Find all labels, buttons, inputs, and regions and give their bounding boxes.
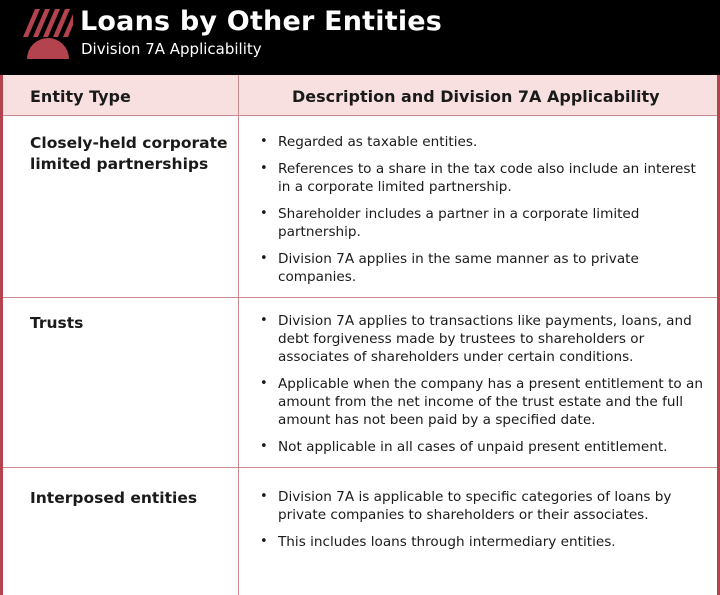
description-bullet: • Division 7A is applicable to specific categories of loans by private companies to shareholders or their associates. xyxy=(257,488,712,524)
entity-type-cell: Interposed entities xyxy=(30,489,198,507)
entity-type-cell: Closely-held corporate limited partnerships xyxy=(30,134,228,173)
description-bullet: • Division 7A applies to transactions like payments, loans, and debt forgiveness made by trustees to shareholders or associates of shareholders under certain conditions. xyxy=(257,312,712,366)
table-header-row xyxy=(3,75,717,116)
column-header-description: Description and Division 7A Applicability xyxy=(292,87,660,106)
striped-semicircle-logo-icon xyxy=(23,9,73,59)
description-bullet: • Applicable when the company has a present entitlement to an amount from the net income of the trust estate and the full amount has not been paid by a specified date. xyxy=(257,375,712,429)
page-header xyxy=(0,0,720,75)
table-row xyxy=(3,298,717,468)
description-list xyxy=(257,488,712,560)
description-bullet: • Not applicable in all cases of unpaid present entitlement. xyxy=(257,438,712,456)
table-row xyxy=(3,468,717,595)
description-list xyxy=(257,133,712,295)
column-header-entity-type: Entity Type xyxy=(30,87,131,106)
entities-table xyxy=(0,75,720,595)
description-list xyxy=(257,312,712,465)
page-title: Loans by Other Entities xyxy=(80,6,443,37)
description-bullet: • This includes loans through intermediary entities. xyxy=(257,533,712,551)
description-bullet: • Shareholder includes a partner in a corporate limited partnership. xyxy=(257,205,712,241)
description-bullet: • References to a share in the tax code also include an interest in a corporate limited partnership. xyxy=(257,160,712,196)
entity-type-cell: Trusts xyxy=(30,314,84,332)
table-row xyxy=(3,116,717,298)
description-bullet: • Division 7A applies in the same manner as to private companies. xyxy=(257,250,712,286)
page-subtitle: Division 7A Applicability xyxy=(81,40,262,58)
description-bullet: • Regarded as taxable entities. xyxy=(257,133,712,151)
